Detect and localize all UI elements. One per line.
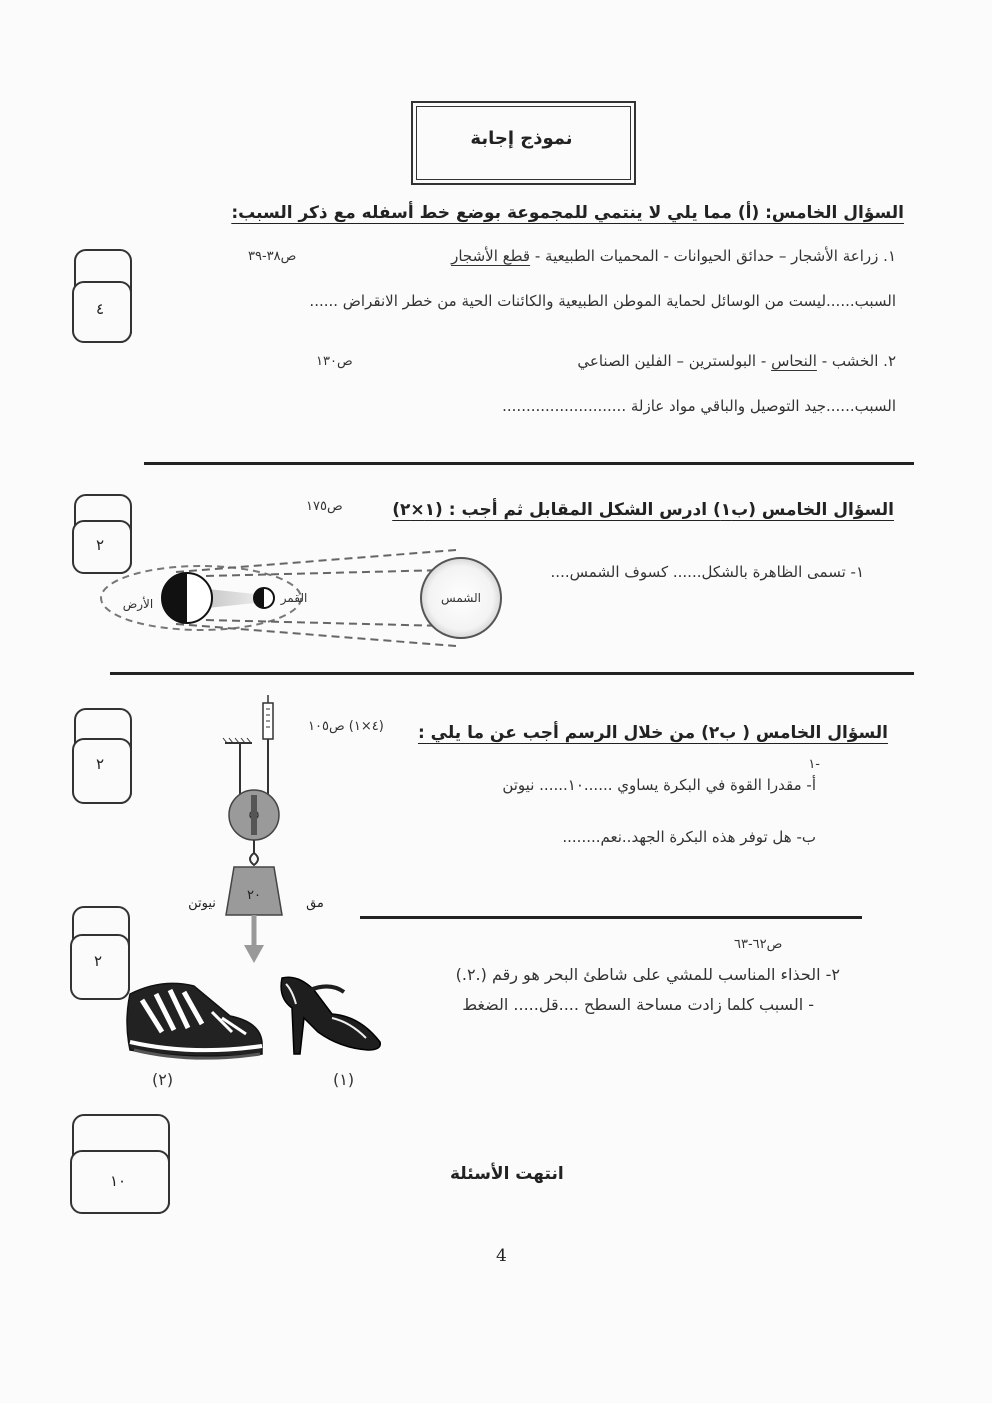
q5a-item2 — [577, 352, 896, 370]
score-q5b2-part2: ٢ — [93, 952, 103, 970]
ray-top-inner — [206, 570, 446, 576]
q5a-item1-answer: قطع الأشجار — [451, 247, 531, 265]
q5b2-part2-page: ص٦٢-٦٣ — [734, 937, 783, 952]
q5a-item1 — [451, 247, 896, 265]
q5b2-part2-line2: - السبب كلما زادت مساحة السطح ....قل..... الضغط — [462, 995, 814, 1014]
divider-2 — [110, 672, 914, 675]
q5a-item2-reason: السبب......جيد التوصيل والباقي مواد عازلة .......................... — [502, 397, 896, 415]
ray-top-outer — [176, 550, 456, 572]
moon-label: القمر — [280, 591, 308, 605]
total-score: ١٠ — [109, 1172, 127, 1190]
q5b1-answer: ١- تسمى الظاهرة بالشكل...... كسوف الشمس.... — [550, 563, 864, 581]
sun-label: الشمس — [441, 591, 481, 605]
end-text: انتهت الأسئلة — [450, 1164, 564, 1184]
divider-3 — [360, 916, 862, 919]
q5a-item2-page: ص١٣٠ — [316, 354, 353, 369]
page-number: 4 — [496, 1246, 507, 1266]
shoe-2-label: (٢) — [152, 1070, 174, 1089]
pulley-diagram — [180, 695, 330, 970]
earth-dark-side — [162, 573, 187, 623]
q5a-item2-answer: النحاس — [771, 352, 817, 370]
moon-dark-side — [254, 588, 264, 608]
q5a-heading: السؤال الخامس: (أ) مما يلي لا ينتمي للمجموعة بوضع خط أسفله مع ذكر السبب: — [231, 203, 904, 223]
label-newton: نيوتن — [188, 896, 216, 911]
q5b2-heading: السؤال الخامس ( ب٢) من خلال الرسم أجب عن ما يلي : — [417, 723, 888, 743]
weight-value: ٢٠ — [247, 888, 261, 903]
q5b2-part2-line1: ٢- الحذاء المناسب للمشي على شاطئ البحر هو رقم (.٢.) — [455, 965, 840, 984]
q5b1-heading: السؤال الخامس (ب١) ادرس الشكل المقابل ثم أجب : (١×٢) — [392, 500, 894, 520]
label-mq: مق — [306, 896, 324, 911]
divider-1 — [144, 462, 914, 465]
page-title: نموذج إجابة — [470, 128, 573, 149]
high-heel-image — [270, 968, 385, 1058]
q5b2-b: ب- هل توفر هذه البكرة الجهد..نعم........ — [562, 828, 816, 846]
q5a-item1-page: ص٣٨-٣٩ — [248, 249, 297, 264]
score-q5b1: ٢ — [95, 536, 105, 554]
force-arrow-icon — [244, 945, 264, 963]
shoe-1-label: (١) — [333, 1070, 355, 1089]
q5a-item2-a: ٢. الخشب - — [821, 352, 896, 370]
q5a-item2-b: - البولسترين – الفلين الصناعي — [577, 352, 767, 370]
score-q5a: ٤ — [95, 300, 105, 318]
q5a-item1-reason: السبب......ليست من الوسائل لحماية الموطن الطبيعية والكائنات الحية من خطر الانقراض ...... — [309, 292, 896, 310]
earth-label: الأرض — [122, 597, 154, 611]
q5b2-sub1: ١- — [808, 757, 820, 772]
score-q5b2: ٢ — [95, 755, 105, 773]
q5a-item1-prefix: ١. زراعة الأشجار – حدائق الحيوانات - المحميات الطبيعية - — [534, 247, 896, 265]
q5b2-a: أ- مقدرا القوة في البكرة يساوي ......١٠...... نيوتن — [502, 776, 816, 794]
q5b1-page: ص١٧٥ — [306, 499, 343, 514]
ray-bottom-outer — [176, 624, 456, 646]
sneaker-image — [122, 972, 272, 1064]
ray-bottom-inner — [206, 620, 446, 626]
hook-icon — [250, 853, 258, 865]
eclipse-diagram — [96, 540, 526, 665]
q5b2-marks: (٤×١) ص١٠٥ — [308, 719, 384, 734]
